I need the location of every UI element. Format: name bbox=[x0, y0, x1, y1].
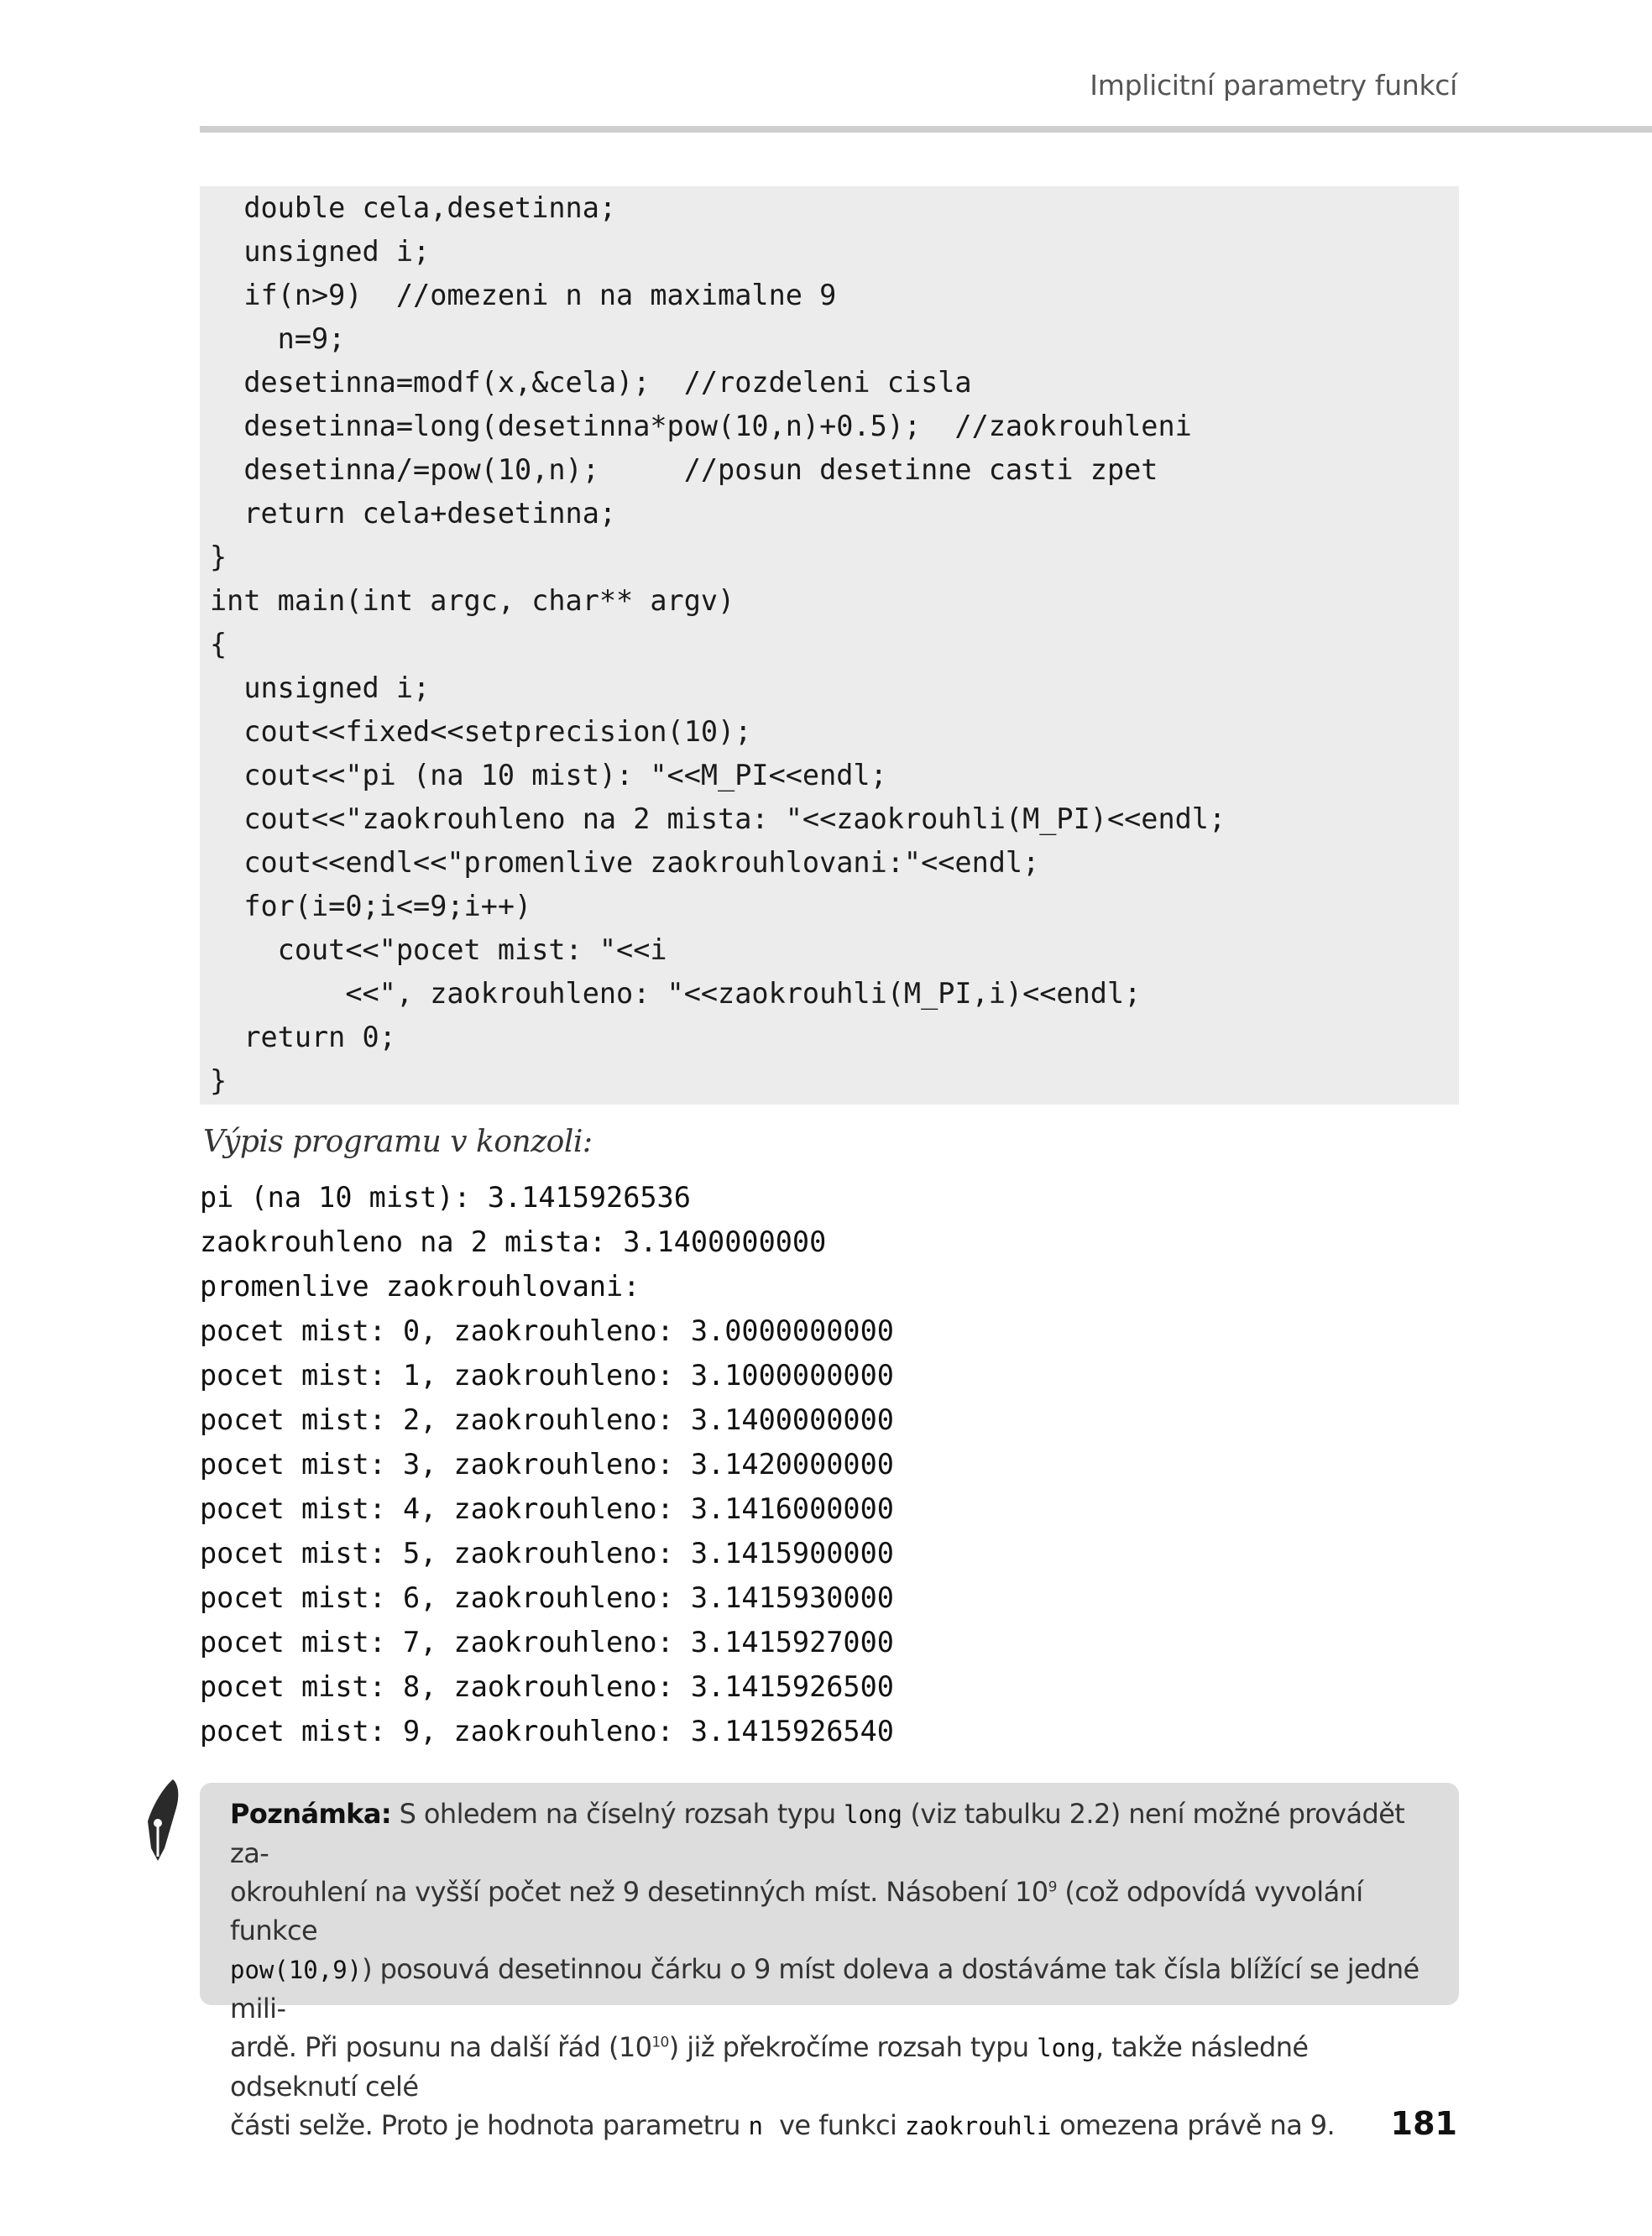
code-line: unsigned i; bbox=[210, 235, 431, 268]
code-keyword: long bbox=[844, 1800, 902, 1829]
code-line: cout<<"zaokrouhleno na 2 mista: "<<zaokrouhli(M_PI)<<endl; bbox=[210, 802, 1226, 835]
note-text-segment: ardě. Při posunu na další řád (10 bbox=[230, 2031, 652, 2063]
code-line: <<", zaokrouhleno: "<<zaokrouhli(M_PI,i)<<endl; bbox=[210, 977, 1142, 1010]
note-text-segment: ) již překročíme rozsah typu bbox=[668, 2031, 1038, 2063]
code-line: int main(int argc, char** argv) bbox=[210, 584, 735, 617]
output-heading: Výpis programu v konzoli: bbox=[203, 1125, 593, 1159]
superscript: 10 bbox=[651, 2034, 669, 2051]
code-listing bbox=[200, 186, 1459, 1105]
code-line: desetinna/=pow(10,n); //posun desetinne casti zpet bbox=[210, 453, 1158, 486]
header-rule bbox=[200, 126, 1652, 133]
output-line: pocet mist: 7, zaokrouhleno: 3.1415927000 bbox=[200, 1626, 894, 1659]
code-line: cout<<endl<<"promenlive zaokrouhlovani:"<<endl; bbox=[210, 846, 1040, 879]
code-line: return 0; bbox=[210, 1021, 396, 1053]
output-line: pi (na 10 mist): 3.1415926536 bbox=[200, 1181, 691, 1214]
note-text-segment: okrouhlení na vyšší počet než 9 desetinných míst. Násobení 10 bbox=[230, 1876, 1048, 1908]
code-line: for(i=0;i<=9;i++) bbox=[210, 890, 532, 922]
output-line: pocet mist: 1, zaokrouhleno: 3.1000000000 bbox=[200, 1359, 894, 1392]
pen-nib-icon bbox=[139, 1778, 183, 1862]
note-text bbox=[230, 1795, 1439, 2145]
note-text-segment: části selže. Proto je hodnota parametru bbox=[230, 2109, 749, 2141]
code-keyword: n bbox=[748, 2112, 763, 2140]
code-line: desetinna=long(desetinna*pow(10,n)+0.5); //zaokrouhleni bbox=[210, 410, 1192, 442]
code-line: { bbox=[210, 628, 227, 661]
running-header: Implicitní parametry funkcí bbox=[1090, 69, 1457, 102]
code-line: if(n>9) //omezeni n na maximalne 9 bbox=[210, 279, 837, 311]
output-line: pocet mist: 8, zaokrouhleno: 3.1415926500 bbox=[200, 1670, 894, 1703]
output-line: pocet mist: 3, zaokrouhleno: 3.1420000000 bbox=[200, 1448, 894, 1481]
code-line: } bbox=[210, 541, 227, 573]
code-line: unsigned i; bbox=[210, 671, 431, 704]
output-line: pocet mist: 0, zaokrouhleno: 3.0000000000 bbox=[200, 1314, 894, 1347]
note-text-segment: S ohledem na číselný rozsah typu bbox=[391, 1798, 844, 1830]
code-line: n=9; bbox=[210, 322, 346, 355]
note-text-segment: , takže následné odseknutí celé bbox=[230, 2031, 1309, 2103]
superscript: 9 bbox=[1048, 1878, 1057, 1896]
output-line: pocet mist: 5, zaokrouhleno: 3.1415900000 bbox=[200, 1537, 894, 1570]
code-line: return cela+desetinna; bbox=[210, 497, 617, 530]
code-keyword: pow(10,9) bbox=[230, 1956, 363, 1984]
code-line: cout<<"pi (na 10 mist): "<<M_PI<<endl; bbox=[210, 759, 887, 791]
note-text-segment: ve funkci bbox=[762, 2109, 905, 2141]
output-line: promenlive zaokrouhlovani: bbox=[200, 1270, 640, 1303]
code-line: double cela,desetinna; bbox=[210, 191, 617, 224]
code-line: desetinna=modf(x,&cela); //rozdeleni cisla bbox=[210, 366, 972, 399]
output-line: pocet mist: 4, zaokrouhleno: 3.1416000000 bbox=[200, 1492, 894, 1525]
output-line: pocet mist: 9, zaokrouhleno: 3.1415926540 bbox=[200, 1715, 894, 1748]
code-line: cout<<"pocet mist: "<<i bbox=[210, 933, 667, 966]
code-keyword: long bbox=[1037, 2034, 1095, 2062]
output-line: pocet mist: 6, zaokrouhleno: 3.1415930000 bbox=[200, 1581, 894, 1614]
output-line: zaokrouhleno na 2 mista: 3.1400000000 bbox=[200, 1225, 827, 1258]
note-text-segment: (viz tabulku 2.2) není možné provádět za- bbox=[230, 1798, 1405, 1869]
code-line: } bbox=[210, 1064, 227, 1097]
code-keyword: zaokrouhli bbox=[904, 2112, 1052, 2140]
code-line: cout<<fixed<<setprecision(10); bbox=[210, 715, 752, 748]
note-text-segment: omezena právě na 9. bbox=[1051, 2109, 1336, 2141]
note-label: Poznámka: bbox=[230, 1798, 392, 1830]
note-text-segment: ) posouvá desetinnou čárku o 9 míst doleva a dostáváme tak čísla blížící se jedné mili- bbox=[230, 1953, 1419, 2024]
page-number: 181 bbox=[1390, 2105, 1457, 2142]
output-line: pocet mist: 2, zaokrouhleno: 3.1400000000 bbox=[200, 1403, 894, 1436]
note-text-segment: (což odpovídá vyvolání funkce bbox=[230, 1876, 1363, 1946]
